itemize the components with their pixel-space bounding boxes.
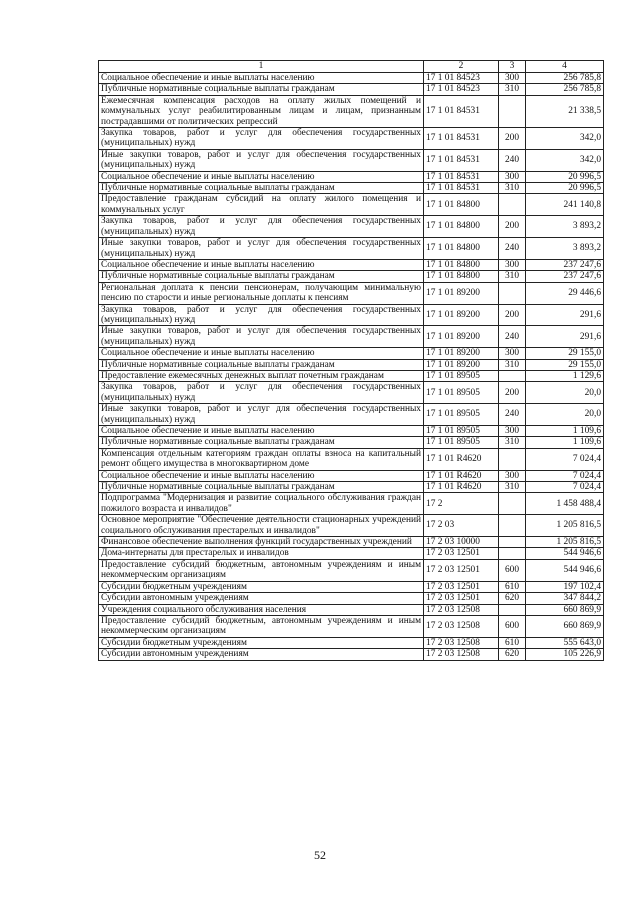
- row-type-cell: 300: [499, 73, 526, 84]
- row-code-cell: 17 1 01 84523: [424, 84, 499, 95]
- row-name-cell: Субсидии бюджетным учреждениям: [99, 637, 424, 648]
- row-code-cell: 17 1 01 84531: [424, 183, 499, 194]
- row-sum-cell: 7 024,4: [526, 448, 604, 470]
- row-sum-cell: 1 205 816,5: [526, 537, 604, 548]
- row-name-cell: Социальное обеспечение и иные выплаты населению: [99, 259, 424, 270]
- table-row: [99, 194, 604, 216]
- row-sum-cell: 20,0: [526, 382, 604, 404]
- table-row: [99, 95, 604, 127]
- row-code-cell: 17 1 01 89505: [424, 437, 499, 448]
- row-type-cell: 620: [499, 649, 526, 660]
- row-name-cell: Подпрограмма "Модернизация и развитие социального обслуживания граждан пожилого возраста и инвалидов": [99, 493, 424, 515]
- table-row: [99, 437, 604, 448]
- row-code-cell: 17 2: [424, 493, 499, 515]
- row-sum-cell: 20 996,5: [526, 183, 604, 194]
- row-type-cell: 610: [499, 581, 526, 592]
- row-name-cell: Иные закупки товаров, работ и услуг для обеспечения государственных (муниципальных) нужд: [99, 149, 424, 171]
- table-row: [99, 382, 604, 404]
- table-row: [99, 282, 604, 304]
- row-type-cell: 310: [499, 482, 526, 493]
- row-name-cell: Иные закупки товаров, работ и услуг для обеспечения государственных (муниципальных) нужд: [99, 404, 424, 426]
- row-type-cell: 200: [499, 128, 526, 150]
- row-sum-cell: 237 247,6: [526, 271, 604, 282]
- row-code-cell: 17 1 01 89200: [424, 348, 499, 359]
- table-row: [99, 593, 604, 604]
- row-code-cell: 17 1 01 89200: [424, 304, 499, 326]
- budget-table: [98, 60, 604, 661]
- header-col-3: 3: [499, 61, 526, 73]
- row-code-cell: 17 2 03 10000: [424, 537, 499, 548]
- row-code-cell: 17 1 01 84531: [424, 95, 499, 127]
- table-row: [99, 326, 604, 348]
- row-code-cell: 17 2 03 12501: [424, 559, 499, 581]
- row-code-cell: 17 1 01 84531: [424, 128, 499, 150]
- row-name-cell: Публичные нормативные социальные выплаты гражданам: [99, 183, 424, 194]
- row-name-cell: Публичные нормативные социальные выплаты гражданам: [99, 437, 424, 448]
- row-sum-cell: 7 024,4: [526, 482, 604, 493]
- table-row: [99, 615, 604, 637]
- row-type-cell: [499, 493, 526, 515]
- row-name-cell: Социальное обеспечение и иные выплаты населению: [99, 348, 424, 359]
- table-row: [99, 183, 604, 194]
- row-type-cell: 200: [499, 216, 526, 238]
- table-row: [99, 84, 604, 95]
- row-code-cell: 17 1 01 89505: [424, 370, 499, 381]
- row-name-cell: Социальное обеспечение и иные выплаты населению: [99, 426, 424, 437]
- row-name-cell: Субсидии автономным учреждениям: [99, 649, 424, 660]
- row-sum-cell: 241 140,8: [526, 194, 604, 216]
- row-type-cell: [499, 282, 526, 304]
- row-code-cell: 17 1 01 84800: [424, 238, 499, 260]
- table-row: [99, 359, 604, 370]
- row-name-cell: Основное мероприятие "Обеспечение деятельности стационарных учреждений социального обслуживания престарелых и инвалидов": [99, 515, 424, 537]
- row-code-cell: 17 2 03 12501: [424, 581, 499, 592]
- row-type-cell: [499, 604, 526, 615]
- row-sum-cell: 1 109,6: [526, 437, 604, 448]
- row-type-cell: 310: [499, 359, 526, 370]
- row-code-cell: 17 1 01 89505: [424, 426, 499, 437]
- row-type-cell: 200: [499, 304, 526, 326]
- table-row: [99, 238, 604, 260]
- table-row: [99, 537, 604, 548]
- row-type-cell: [499, 515, 526, 537]
- table-row: [99, 370, 604, 381]
- row-type-cell: [499, 448, 526, 470]
- row-name-cell: Субсидии автономным учреждениям: [99, 593, 424, 604]
- row-code-cell: 17 1 01 84531: [424, 171, 499, 182]
- row-type-cell: 600: [499, 559, 526, 581]
- header-col-1: 1: [99, 61, 424, 73]
- row-type-cell: 310: [499, 271, 526, 282]
- row-sum-cell: 544 946,6: [526, 559, 604, 581]
- row-name-cell: Предоставление гражданам субсидий на оплату жилого помещения и коммунальных услуг: [99, 194, 424, 216]
- row-sum-cell: 237 247,6: [526, 259, 604, 270]
- table-row: [99, 216, 604, 238]
- table-row: [99, 348, 604, 359]
- row-type-cell: 620: [499, 593, 526, 604]
- row-sum-cell: 660 869,9: [526, 604, 604, 615]
- table-row: [99, 559, 604, 581]
- row-type-cell: 240: [499, 238, 526, 260]
- row-sum-cell: 256 785,8: [526, 73, 604, 84]
- row-code-cell: 17 2 03 12508: [424, 604, 499, 615]
- row-type-cell: 240: [499, 149, 526, 171]
- row-type-cell: 200: [499, 382, 526, 404]
- table-row: [99, 649, 604, 660]
- table-row: [99, 515, 604, 537]
- row-code-cell: 17 1 01 89505: [424, 382, 499, 404]
- table-row: [99, 304, 604, 326]
- row-type-cell: [499, 370, 526, 381]
- row-code-cell: 17 2 03 12501: [424, 548, 499, 559]
- row-name-cell: Компенсация отдельным категориям граждан оплаты взноса на капитальный ремонт общего имущества в многоквартирном доме: [99, 448, 424, 470]
- row-name-cell: Публичные нормативные социальные выплаты гражданам: [99, 271, 424, 282]
- row-name-cell: Ежемесячная компенсация расходов на оплату жилых помещений и коммунальных услуг реабилитированным лицам и лицам, признанным пострадавшими от политических репрессий: [99, 95, 424, 127]
- row-name-cell: Субсидии бюджетным учреждениям: [99, 581, 424, 592]
- table-row: [99, 493, 604, 515]
- row-sum-cell: 1 109,6: [526, 426, 604, 437]
- row-code-cell: 17 1 01 89200: [424, 326, 499, 348]
- row-name-cell: Дома-интернаты для престарелых и инвалидов: [99, 548, 424, 559]
- row-type-cell: 300: [499, 348, 526, 359]
- row-sum-cell: 29 446,6: [526, 282, 604, 304]
- table-header-row: [99, 61, 604, 73]
- row-type-cell: 300: [499, 426, 526, 437]
- row-code-cell: 17 1 01 R4620: [424, 470, 499, 481]
- row-name-cell: Иные закупки товаров, работ и услуг для обеспечения государственных (муниципальных) нужд: [99, 326, 424, 348]
- row-type-cell: 610: [499, 637, 526, 648]
- row-sum-cell: 256 785,8: [526, 84, 604, 95]
- row-name-cell: Закупка товаров, работ и услуг для обеспечения государственных (муниципальных) нужд: [99, 304, 424, 326]
- row-name-cell: Социальное обеспечение и иные выплаты населению: [99, 470, 424, 481]
- row-name-cell: Региональная доплата к пенсии пенсионерам, получающим минимальную пенсию по старости и иные региональные доплаты к пенсиям: [99, 282, 424, 304]
- row-code-cell: 17 1 01 84800: [424, 216, 499, 238]
- table-row: [99, 548, 604, 559]
- row-name-cell: Закупка товаров, работ и услуг для обеспечения государственных (муниципальных) нужд: [99, 128, 424, 150]
- table-row: [99, 482, 604, 493]
- row-sum-cell: 29 155,0: [526, 359, 604, 370]
- table-row: [99, 171, 604, 182]
- row-type-cell: 240: [499, 404, 526, 426]
- row-sum-cell: 3 893,2: [526, 216, 604, 238]
- budget-table-body: [99, 61, 604, 661]
- row-sum-cell: 347 844,2: [526, 593, 604, 604]
- row-code-cell: 17 2 03 12508: [424, 649, 499, 660]
- row-name-cell: Публичные нормативные социальные выплаты гражданам: [99, 482, 424, 493]
- row-name-cell: Публичные нормативные социальные выплаты гражданам: [99, 84, 424, 95]
- row-name-cell: Предоставление субсидий бюджетным, автономным учреждениям и иным некоммерческим организациям: [99, 615, 424, 637]
- row-type-cell: 300: [499, 470, 526, 481]
- table-row: [99, 128, 604, 150]
- row-code-cell: 17 1 01 84523: [424, 73, 499, 84]
- row-type-cell: 310: [499, 183, 526, 194]
- row-name-cell: Закупка товаров, работ и услуг для обеспечения государственных (муниципальных) нужд: [99, 382, 424, 404]
- row-code-cell: 17 1 01 89200: [424, 359, 499, 370]
- row-sum-cell: 660 869,9: [526, 615, 604, 637]
- row-sum-cell: 105 226,9: [526, 649, 604, 660]
- row-sum-cell: 544 946,6: [526, 548, 604, 559]
- table-row: [99, 581, 604, 592]
- row-sum-cell: 342,0: [526, 128, 604, 150]
- row-type-cell: [499, 194, 526, 216]
- row-type-cell: 300: [499, 259, 526, 270]
- row-sum-cell: 21 338,5: [526, 95, 604, 127]
- row-type-cell: 600: [499, 615, 526, 637]
- row-sum-cell: 20,0: [526, 404, 604, 426]
- row-sum-cell: 1 129,6: [526, 370, 604, 381]
- row-name-cell: Иные закупки товаров, работ и услуг для обеспечения государственных (муниципальных) нужд: [99, 238, 424, 260]
- table-row: [99, 426, 604, 437]
- table-row: [99, 73, 604, 84]
- header-col-2: 2: [424, 61, 499, 73]
- row-type-cell: 310: [499, 437, 526, 448]
- table-row: [99, 271, 604, 282]
- row-sum-cell: 555 643,0: [526, 637, 604, 648]
- table-row: [99, 604, 604, 615]
- row-type-cell: [499, 548, 526, 559]
- row-type-cell: [499, 537, 526, 548]
- row-type-cell: [499, 95, 526, 127]
- table-row: [99, 470, 604, 481]
- table-row: [99, 404, 604, 426]
- row-sum-cell: 7 024,4: [526, 470, 604, 481]
- row-code-cell: 17 1 01 R4620: [424, 482, 499, 493]
- row-sum-cell: 29 155,0: [526, 348, 604, 359]
- row-name-cell: Публичные нормативные социальные выплаты гражданам: [99, 359, 424, 370]
- table-row: [99, 448, 604, 470]
- row-code-cell: 17 2 03 12508: [424, 637, 499, 648]
- row-code-cell: 17 1 01 89200: [424, 282, 499, 304]
- table-row: [99, 259, 604, 270]
- row-name-cell: Закупка товаров, работ и услуг для обеспечения государственных (муниципальных) нужд: [99, 216, 424, 238]
- table-row: [99, 637, 604, 648]
- row-name-cell: Предоставление субсидий бюджетным, автономным учреждениям и иным некоммерческим организациям: [99, 559, 424, 581]
- row-code-cell: 17 1 01 84800: [424, 271, 499, 282]
- row-sum-cell: 20 996,5: [526, 171, 604, 182]
- row-name-cell: Социальное обеспечение и иные выплаты населению: [99, 171, 424, 182]
- row-code-cell: 17 1 01 84531: [424, 149, 499, 171]
- row-sum-cell: 1 205 816,5: [526, 515, 604, 537]
- row-type-cell: 300: [499, 171, 526, 182]
- row-name-cell: Финансовое обеспечение выполнения функций государственных учреждений: [99, 537, 424, 548]
- row-sum-cell: 197 102,4: [526, 581, 604, 592]
- row-sum-cell: 342,0: [526, 149, 604, 171]
- row-sum-cell: 1 458 488,4: [526, 493, 604, 515]
- header-col-4: 4: [526, 61, 604, 73]
- page-number: 52: [314, 848, 326, 862]
- row-name-cell: Учреждения социального обслуживания населения: [99, 604, 424, 615]
- row-code-cell: 17 1 01 89505: [424, 404, 499, 426]
- row-name-cell: Предоставление ежемесячных денежных выплат почетным гражданам: [99, 370, 424, 381]
- row-type-cell: 240: [499, 326, 526, 348]
- table-row: [99, 149, 604, 171]
- row-type-cell: 310: [499, 84, 526, 95]
- row-code-cell: 17 2 03 12508: [424, 615, 499, 637]
- row-code-cell: 17 1 01 R4620: [424, 448, 499, 470]
- row-code-cell: 17 2 03 12501: [424, 593, 499, 604]
- row-code-cell: 17 2 03: [424, 515, 499, 537]
- row-sum-cell: 291,6: [526, 326, 604, 348]
- row-name-cell: Социальное обеспечение и иные выплаты населению: [99, 73, 424, 84]
- row-sum-cell: 291,6: [526, 304, 604, 326]
- row-code-cell: 17 1 01 84800: [424, 259, 499, 270]
- row-code-cell: 17 1 01 84800: [424, 194, 499, 216]
- row-sum-cell: 3 893,2: [526, 238, 604, 260]
